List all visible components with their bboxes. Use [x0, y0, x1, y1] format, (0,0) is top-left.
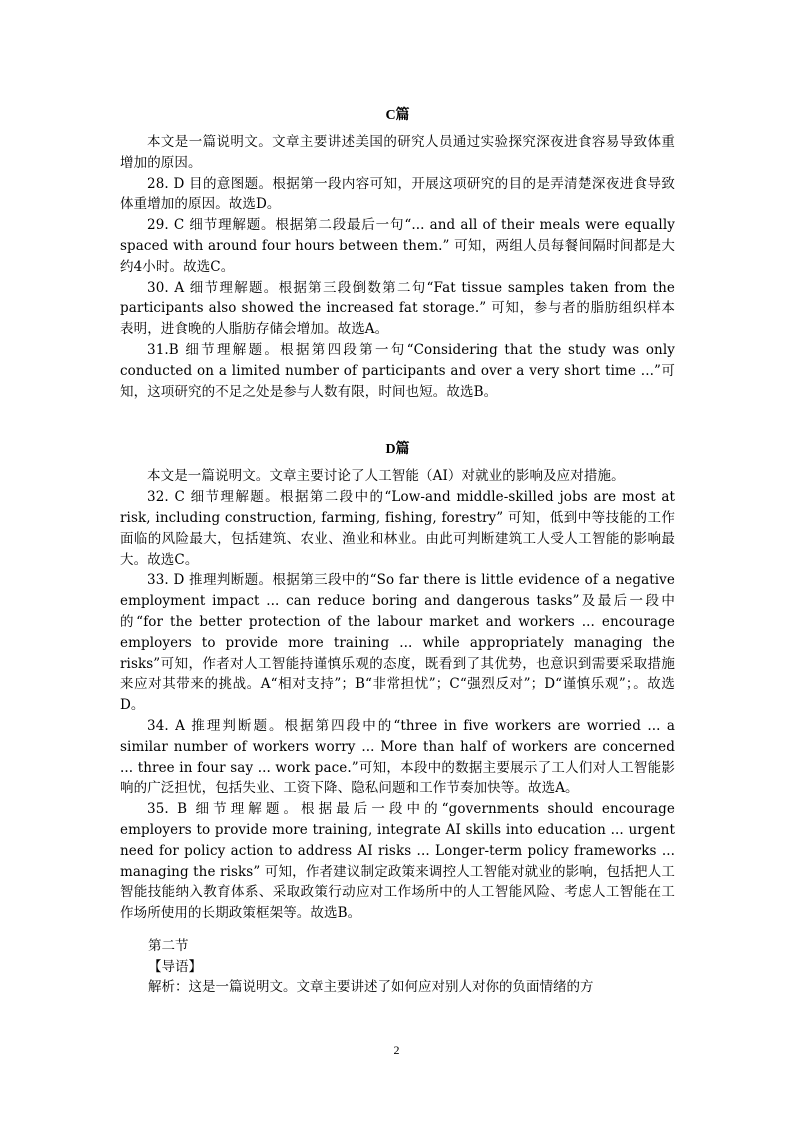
answer-28: 28. D 目的意图题。根据第一段内容可知，开展这项研究的目的是弄清楚深夜进食导致体重增加的原因。故选D。 [120, 175, 675, 213]
answer-33: 33. D 推理判断题。根据第三段中的“So far there is little evidence of a negative employment impact ... can reduce boring and dangerous tasks”及最后一段中的“for the better protection of the labour market and workers ... encourage employers to provide more training ... while appropriately managing the risks”可知，作者对人工智能持谨慎乐观的态度，既看到了其优势，也意识到需要采取措施来应对其带来的挑战。A“相对支持”；B“非常担忧”；C“强烈反对”；D“谨慎乐观”；。故选D。 [120, 572, 675, 714]
section-d-summary: 本文是一篇说明文。文章主要讨论了人工智能（AI）对就业的影响及应对措施。 [147, 468, 625, 485]
answer-34: 34. A 推理判断题。根据第四段中的“three in five workers are worried ... a similar number of workers worry ... More than half of workers are concerned ... three in four say ... work pace.”可知，本段中的数据主要展示了工人们对人工智能影响的广泛担忧，包括失业、工资下降、隐私问题和工作节奏加快等。故选A。 [120, 717, 675, 797]
document-page [120, 104, 675, 998]
answer-31: 31.B 细节理解题。根据第四段第一句“Considering that the study was only conducted on a limited number of participants and over a very short time ...”可知，这项研究的不足之处是参与人数有限，时间也短。故选B。 [120, 341, 675, 400]
analysis-text: 解析：这是一篇说明文。文章主要讲述了如何应对别人对你的负面情绪的方 [148, 979, 594, 996]
section-spacer [120, 924, 675, 936]
page-number: 2 [393, 1043, 400, 1057]
answer-32: 32. C 细节理解题。根据第二段中的“Low-and middle-skilled jobs are most at risk, including construction, farming, fishing, forestry” 可知，低到中等技能的工作面临的风险最大，包括建筑、农业、渔业和林业。由此可判断建筑工人受人工智能的影响最大。故选C。 [120, 489, 675, 568]
section-d-heading: D篇 [385, 442, 410, 458]
answer-30: 30. A 细节理解题。根据第三段倒数第二句“Fat tissue samples taken from the participants also showed the increased fat storage.” 可知，参与者的脂肪组织样本表明，进食晚的人脂肪存储会增加。故选A。 [120, 279, 675, 338]
intro-label: 【导语】 [148, 958, 202, 975]
answer-29: 29. C 细节理解题。根据第二段最后一句“... and all of their meals were equally spaced with around four hours between them.” 可知，两组人员每餐间隔时间都是大约4小时。故选C。 [120, 217, 675, 275]
section-c-heading: C篇 [385, 108, 410, 123]
answer-35: 35. B 细节理解题。根据最后一段中的“governments should encourage employers to provide more training, integrate AI skills into education ... urgent need for policy action to address AI risks ... Longer-term policy frameworks ... managing the risks” 可知，作者建议制定政策来调控人工智能对就业的影响，包括把人工智能技能纳入教育体系、采取政策行动应对工作场所中的人工智能风险、考虑人工智能在工作场所使用的长期政策框架等。故选B。 [120, 801, 675, 922]
section-2-title: 第二节 [148, 937, 189, 954]
section-spacer [120, 402, 675, 438]
section-c-summary: 本文是一篇说明文。文章主要讲述美国的研究人员通过实验探究深夜进食容易导致体重增加的原因。 [120, 134, 675, 171]
